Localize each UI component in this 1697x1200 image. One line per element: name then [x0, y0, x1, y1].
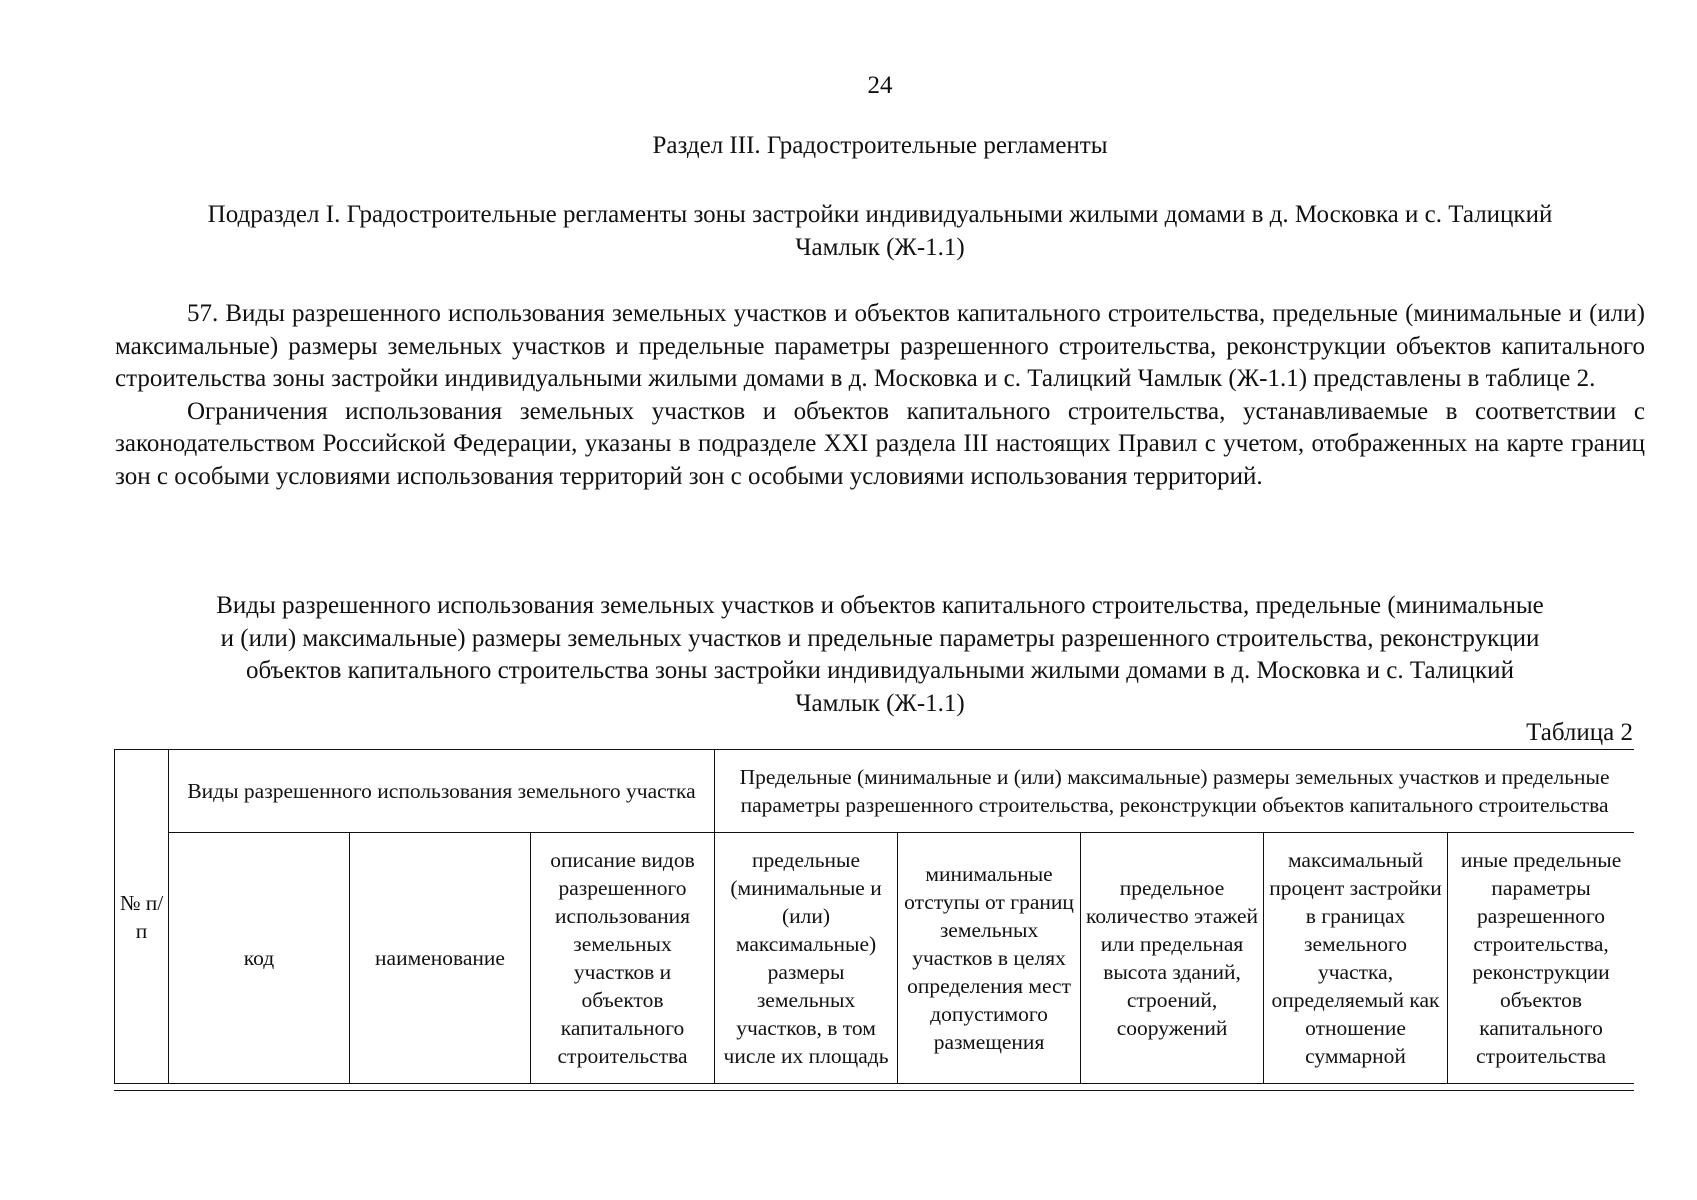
paragraph-restrictions: Ограничения использования земельных участков и объектов капитального строительства, устанавливаемые в соответствии с законодательством Российской Федерации, указаны в подразделе XXI раздела III настоящих Правил с учетом, отображенных на карте границ зон с особыми условиями использования территорий зон с особыми условиями использования территорий. [115, 397, 1645, 490]
subsection-title-line: Чамлык (Ж-1.1) [795, 234, 965, 261]
header-cell-group-permitted-uses: Виды разрешенного использования земельного участка [169, 750, 715, 833]
body-text [115, 298, 1645, 493]
header-cell-other-params: иные предельные параметры разрешенного строительства, реконструкции объектов капитального строительства [1448, 833, 1634, 1084]
paragraph-57: 57. Виды разрешенного использования земельных участков и объектов капитального строительства, предельные (минимальные и (или) максимальные) размеры земельных участков и предельные параметры разрешенного строительства, реконструкции объектов капитального строительства зоны застройки индивидуальными жилыми домами в д. Московка и с. Талицкий Чамлык (Ж-1.1) представлены в таблице 2. [115, 300, 1645, 392]
section-title: Раздел III. Градостроительные регламенты [652, 132, 1108, 159]
page-number: 24 [867, 72, 893, 99]
table-label: Таблица 2 [1526, 719, 1633, 746]
header-cell-number: № п/п [115, 750, 169, 1084]
table-caption-line: Чамлык (Ж-1.1) [795, 689, 965, 717]
table-subheader-row [115, 833, 1635, 1084]
subsection-title [115, 198, 1645, 264]
header-cell-group-limit-parameters: Предельные (минимальные и (или) максимальные) размеры земельных участков и предельные параметры разрешенного строительства, реконструкции объектов капитального строительства [715, 750, 1634, 833]
header-cell-coverage: максимальный процент застройки в границах земельного участка, определяемый как отношение суммарной [1264, 833, 1448, 1084]
table-caption-line: Виды разрешенного использования земельных участков и объектов капитального строительства, предельные (минимальные [216, 592, 1544, 619]
table-caption-line: и (или) максимальные) размеры земельных участков и предельные параметры разрешенного строительства, реконструкции [220, 624, 1540, 652]
subsection-title-line: Подраздел I. Градостроительные регламенты зоны застройки индивидуальными жилыми домами в д. Московка и с. Талицкий [207, 201, 1553, 228]
regulations-table [114, 749, 1634, 1084]
header-cell-plot-size: предельные (минимальные и (или) максимальные) размеры земельных участков, в том числе их площадь [715, 833, 898, 1084]
header-cell-name: наименование [350, 833, 531, 1084]
table-caption-line: объектов капитального строительства зоны застройки индивидуальными жилыми домами в д. Московка и с. Талицкий [246, 657, 1514, 684]
header-cell-setbacks: минимальные отступы от границ земельных участков в целях определения мест допустимого размещения [898, 833, 1081, 1084]
header-cell-code: код [169, 833, 350, 1084]
header-cell-description: описание видов разрешенного использования земельных участков и объектов капитального строительства [531, 833, 715, 1084]
regulations-table-container [114, 749, 1634, 1091]
header-cell-floors-height: предельное количество этажей или предельная высота зданий, строений, сооружений [1081, 833, 1264, 1084]
table-caption [115, 590, 1645, 720]
table-header-row [115, 750, 1635, 833]
